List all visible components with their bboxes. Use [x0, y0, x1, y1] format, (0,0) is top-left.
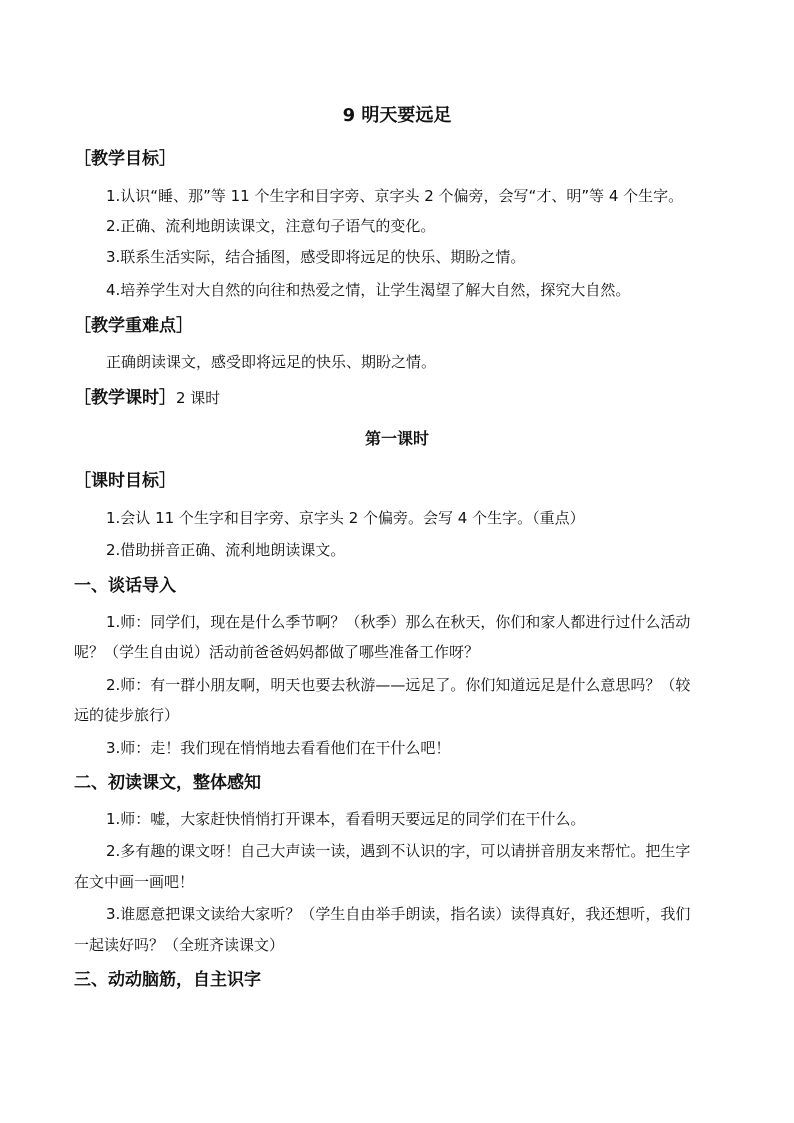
objective-item: 2.正确、流利地朗读课文，注意句子语气的变化。: [106, 217, 436, 235]
objective-item: 4.培养学生对大自然的向往和热爱之情，让学生渴望了解大自然，探究大自然。: [106, 281, 631, 299]
objectives-heading: ［教学目标］: [74, 149, 176, 169]
paragraph-line: 1.师：同学们，现在是什么季节啊？（秋季）那么在秋天，你们和家人都进行过什么活动: [106, 613, 691, 631]
paragraph-line: 1.师：嘘，大家赶快悄悄打开课本，看看明天要远足的同学们在干什么。: [106, 810, 586, 828]
paragraph-line: 2.多有趣的课文呀！自己大声读一读，遇到不认识的字，可以请拼音朋友来帮忙。把生字: [106, 842, 691, 860]
key-points-text: 正确朗读课文，感受即将远足的快乐、期盼之情。: [106, 353, 437, 371]
paragraph-line: 3.谁愿意把课文读给大家听？（学生自由举手朗读，指名读）读得真好，我还想听，我们: [106, 905, 691, 923]
section-heading: 一、谈话导入: [74, 576, 176, 596]
lesson-objectives-heading: ［课时目标］: [74, 471, 176, 491]
section-heading: 二、初读课文，整体感知: [74, 773, 261, 793]
paragraph-line: 呢？（学生自由说）活动前爸爸妈妈都做了哪些准备工作呀？: [74, 643, 480, 661]
lesson-title: 9 明天要远足: [342, 105, 452, 126]
class-hours-label: ［教学课时］: [74, 388, 176, 408]
paragraph-line: 远的徒步旅行）: [74, 706, 180, 724]
key-points-heading: ［教学重难点］: [74, 316, 193, 336]
objective-item: 3.联系生活实际，结合插图，感受即将远足的快乐、期盼之情。: [106, 248, 526, 266]
paragraph-line: 一起读好吗？（全班齐读课文）: [74, 936, 285, 954]
paragraph-line: 在文中画一画吧！: [74, 873, 195, 891]
paragraph-line: 2.师：有一群小朋友啊，明天也要去秋游——远足了。你们知道远足是什么意思吗？（较: [106, 676, 691, 694]
objective-item: 1.认识“睡、那”等 11 个生字和目字旁、京字头 2 个偏旁，会写“才、明”等 4 个生字。: [106, 187, 684, 205]
section-heading: 三、动动脑筋，自主识字: [74, 970, 261, 990]
lesson-objective-item: 1.会认 11 个生字和目字旁、京字头 2 个偏旁。会写 4 个生字。（重点）: [106, 509, 585, 527]
paragraph-line: 3.师：走！我们现在悄悄地去看看他们在干什么吧！: [106, 739, 451, 757]
lesson-objective-item: 2.借助拼音正确、流利地朗读课文。: [106, 541, 346, 559]
class-hours-heading: [74, 386, 220, 410]
class-hours-value: 2 课时: [176, 389, 221, 407]
lesson-one-title: 第一课时: [364, 429, 429, 448]
